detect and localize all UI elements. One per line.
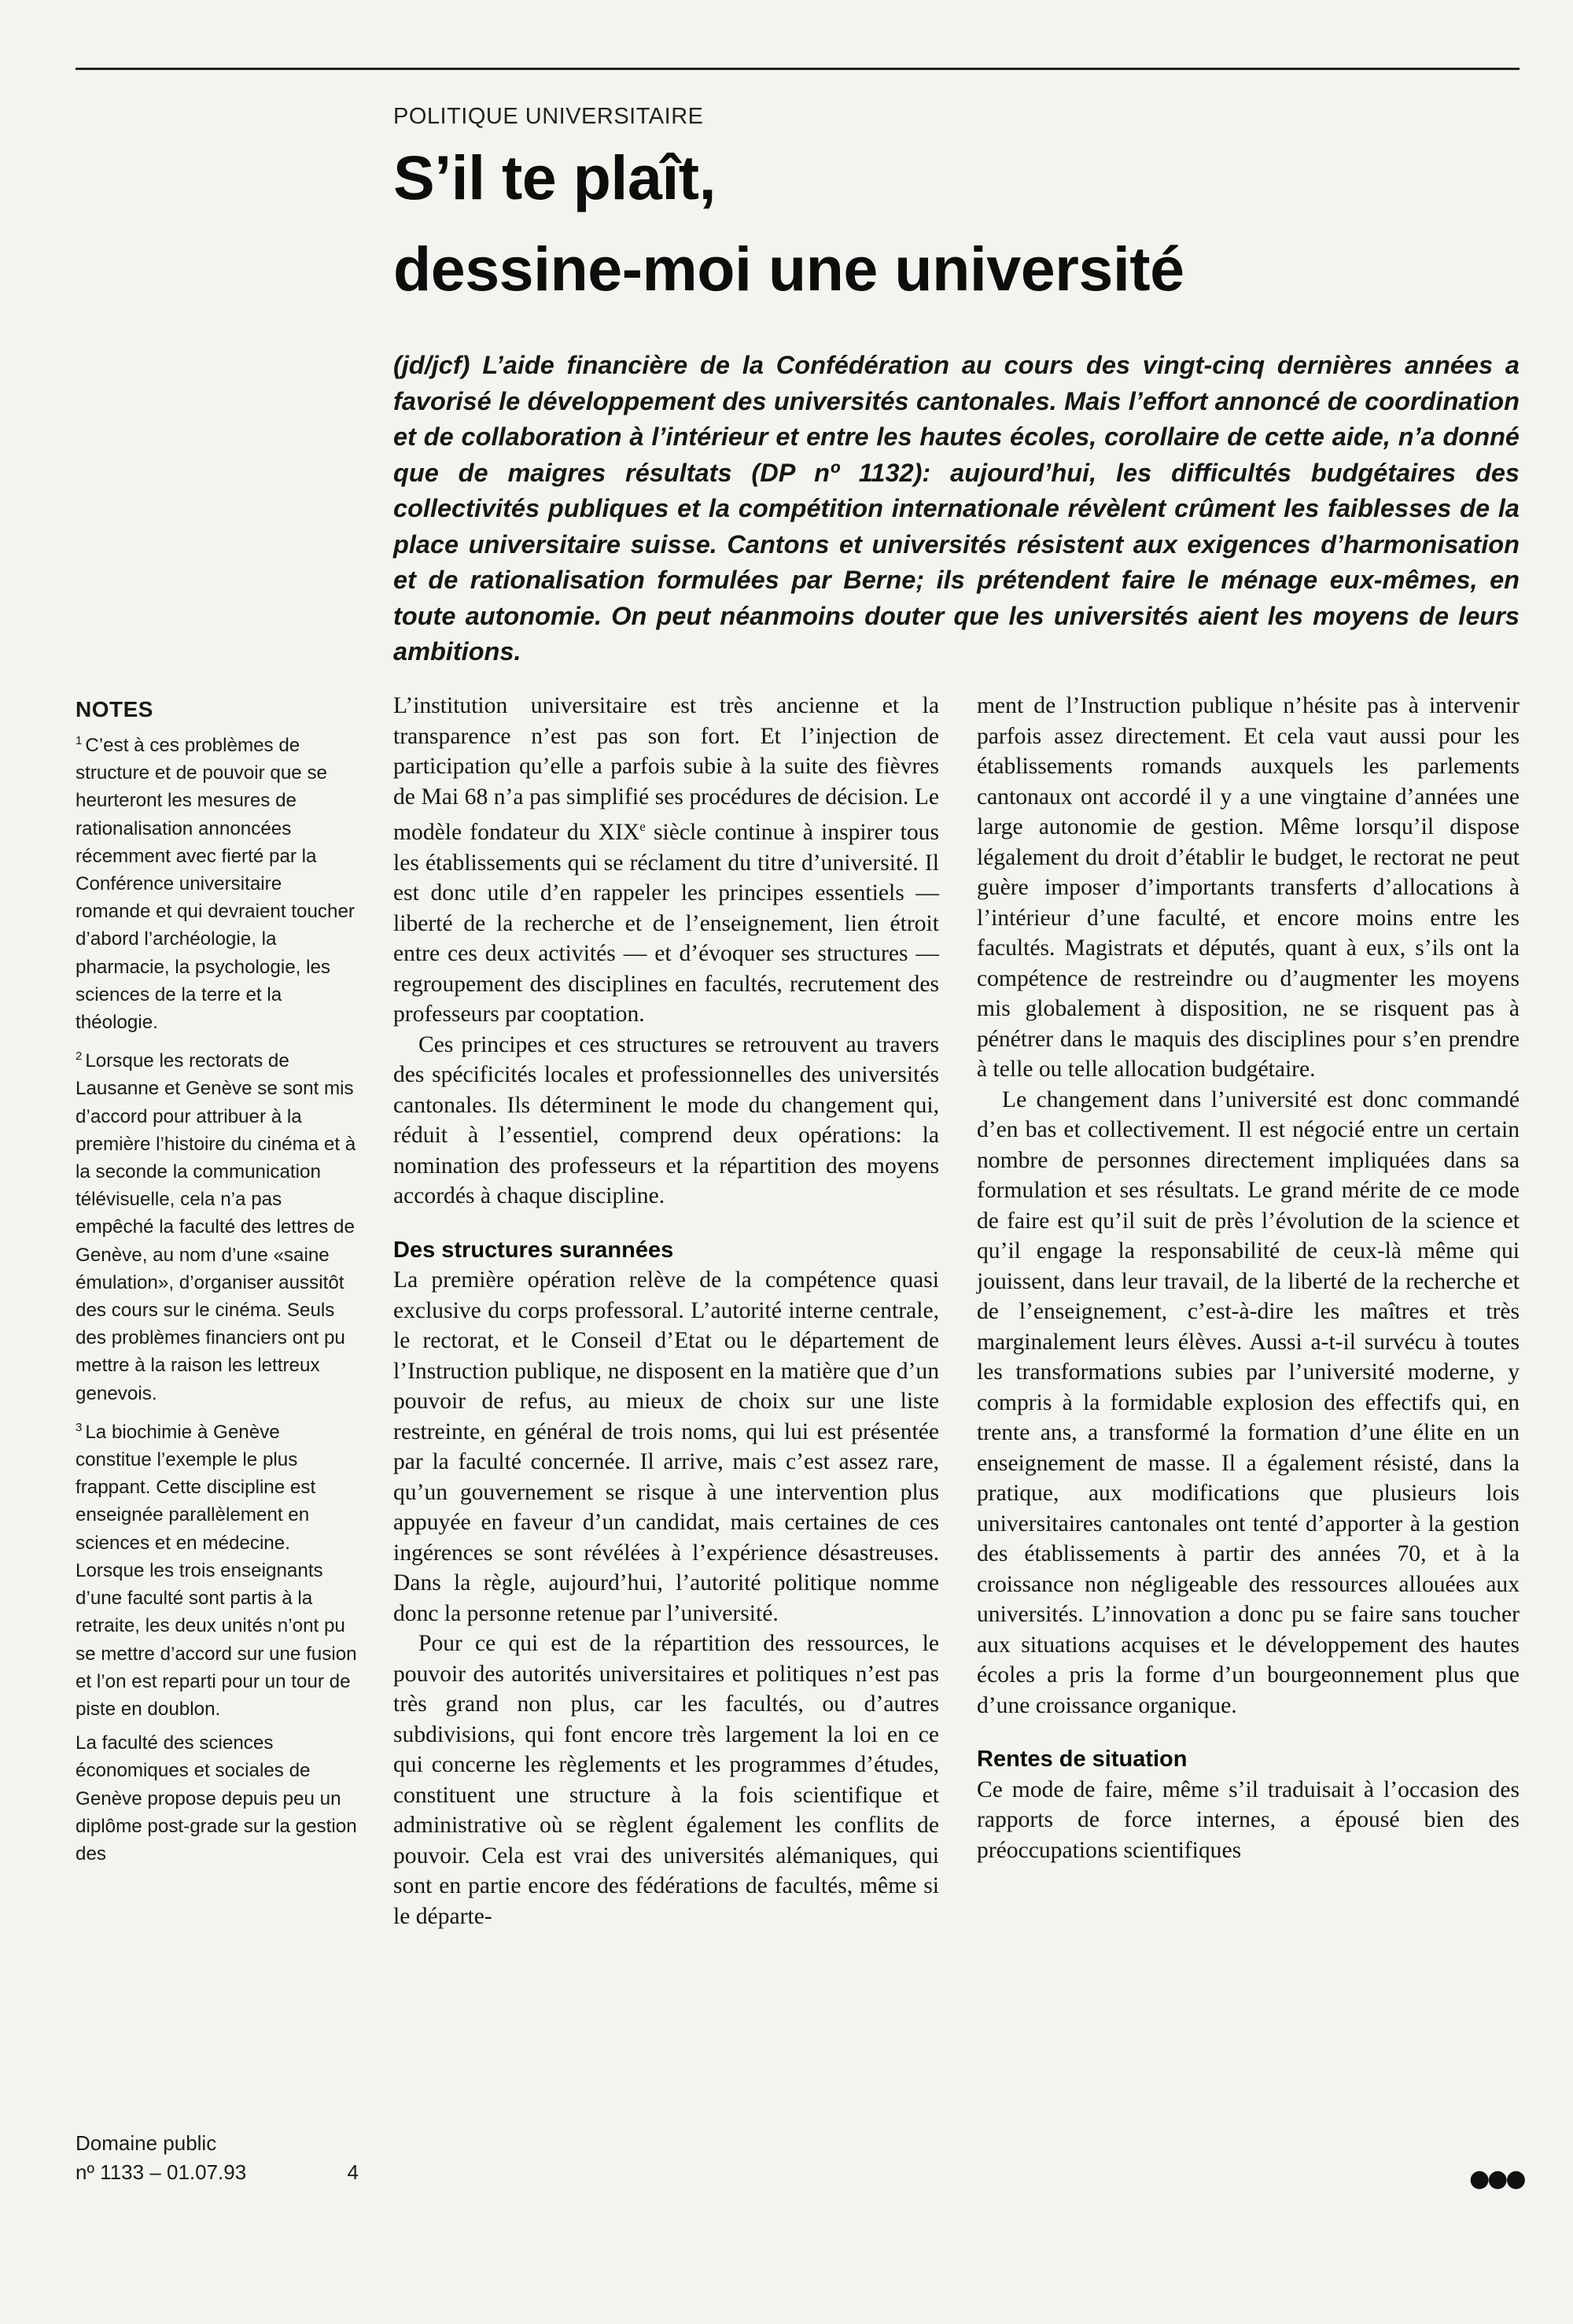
top-rule [76,68,1520,70]
note-item [76,1042,359,1407]
continuation-mark: ●●● [1469,2165,1524,2193]
note-text: La faculté des sciences économiques et sociales de Genève propose depuis peu un diplôme post-grade sur la gestion des [76,1732,357,1865]
issue-line [76,2158,359,2187]
title-line-1: S’il te plaît, [393,142,717,212]
note-item [76,727,359,1036]
body-paragraph: Ce mode de faire, même s’il traduisait à l’occasion des rapports de force internes, a épousé bien des préoccupations scientifiques [977,1776,1520,1863]
body-paragraph: Le changement dans l’université est donc commandé d’en bas et collectivement. Il est négocié entre un certain nombre de personnes directement impliquées dans sa formulation et ses résultats. Le grand mérite de ce mode de faire est qu’il suit de près l’évolution de la science et qu’il engage la responsabilité de ceux-là même qui jouissent, dans leur travail, de la liberté de la recherche et de l’enseignement, c’est-à-dire les maîtres et très marginalement leurs élèves. Aussi a-t-il survécu à toutes les transformations subies par l’université moderne, y compris à la formidable explosion des effectifs qui, en trente ans, a transformé la formation d’une élite en un enseignement de masse. Il a également résisté, dans la pratique, aux modifications que plusieurs lois universitaires cantonales ont tenté d’apporter à la gestion des établissements à partir des années 70, et à la croissance non négligeable des ressources allouées aux universités. L’innovation a donc pu se faire sans toucher aux situations acquises et le développement des hautes écoles a pris la forme d’un bourgeonnement plus que d’une croissance organique. [977,1086,1520,1718]
body-paragraph: Pour ce qui est de la répartition des ressources, le pouvoir des autorités universitaires et politiques n’est pas très grand non plus, car les facultés, ou d’autres subdivisions, qui font encore très largement la loi en ce qui concerne les règlements et les programmes d’études, constituent une structure à la fois scientifique et administrative où se règlent également les conflits de pouvoir. Cela est vrai des universités alémaniques, qui sont en partie encore des fédérations de facultés, même si le départe- [393,1631,939,1929]
article-lead: (jd/jcf) L’aide financière de la Confédération au cours des vingt-cinq dernières années a favorisé le développement des universités cantonales. Mais l’effort annoncé de coordination et de collaboration à l’intérieur et entre les hautes écoles, corollaire de cette aide, n’a donné que de maigres résultats (DP nº 1132): aujourd’hui, les difficultés budgétaires des collectivités publiques et la compétition internationale révèlent crûment les faiblesses de la place universitaire suisse. Cantons et universités résistent aux exigences d’harmonisation et de rationalisation formulées par Berne; ils prétendent faire le ménage eux-mêmes, en toute autonomie. On peut néanmoins douter que les universités aient les moyens de leurs ambitions. [393,351,1520,666]
note-number: 1 [76,734,83,747]
section-heading: Des structures surannées [393,1237,674,1263]
note-text: La biochimie à Genève constitue l’exemple le plus frappant. Cette discipline est enseignée parallèlement en sciences et en médecine. Lorsque les trois enseignants d’une faculté sont partis à la retraite, les deux unités n’ont pu se mettre d’accord sur une fusion et l’on est reparti pour un tour de piste en doublon. [76,1421,357,1720]
body-paragraph: ment de l’Instruction publique n’hésite pas à intervenir parfois assez directement. Et cela vaut aussi pour les établissements romands auxquels les parlements cantonaux ont accordé il y a une vingtaine d’années une large autonomie de gestion. Même lorsqu’il dispose légalement du droit d’établir le budget, le rectorat ne peut guère imposer d’importants transferts d’allocations à l’intérieur d’une faculté, et encore moins entre les facultés. Magistrats et députés, quant à eux, s’ils ont la compétence de restreindre ou d’augmenter les moyens mis globalement à disposition, ne se risquent pas à pénétrer dans le maquis des disciplines pour s’en prendre à telle ou telle allocation budgétaire. [977,693,1520,1082]
note-number: 3 [76,1420,83,1434]
article-column-2 [977,691,1520,1865]
note-text: C’est à ces problèmes de structure et de pouvoir que se heurteront les mesures de rationalisation annoncées récemment avec fierté par la Conférence universitaire romande et qui devraient toucher d’abord l’archéologie, la pharmacie, la psychologie, les sciences de la terre et la théologie. [76,735,355,1034]
notes-heading: NOTES [76,697,153,721]
superscript: e [639,819,646,834]
notes-sidebar [76,694,359,1874]
body-paragraph: Ces principes et ces structures se retrouvent au travers des spécificités locales et professionnelles des universités cantonales. Ils déterminent le mode du changement qui, réduit à l’essentiel, comprend deux opérations: la nomination des professeurs et la répartition des moyens accordés à chaque discipline. [393,1031,939,1208]
note-item [76,1729,359,1868]
title-line-2: dessine-moi une université [393,234,1184,304]
publication-name: Domaine public [76,2131,217,2155]
body-paragraph: La première opération relève de la compétence quasi exclusive du corps professoral. L’autorité interne centrale, le rectorat, et le Conseil d’Etat ou le département de l’Instruction publique, ne disposent en la matière que d’un pouvoir de refus, au mieux de choix sur une liste restreinte, en général de trois noms, qui lui est présentée par la faculté concernée. Il arrive, mais c’est assez rare, qu’un gouvernement se risque à une intervention plus appuyée en faveur d’un candidat, mais certaines de ces ingérences se sont révélées à l’expérience désastreuses. Dans la règle, aujourd’hui, l’autorité politique nomme donc la personne retenue par l’université. [393,1267,939,1626]
body-paragraph [393,691,939,1030]
note-number: 2 [76,1049,83,1064]
note-text: Lorsque les rectorats de Lausanne et Genève se sont mis d’accord pour attribuer à la première l’histoire du cinéma et à la seconde la communication télévisuelle, cela n’a pas empêché la faculté des lettres de Genève, au nom d’une «saine émulation», d’organiser aussitôt des cours sur le cinéma. Seuls des problèmes financiers ont pu mettre à la raison les lettreux genevois. [76,1050,356,1404]
publication-footer [76,2129,359,2187]
section-heading: Rentes de situation [977,1747,1188,1772]
article-title [393,132,1184,315]
page-number: 4 [347,2160,359,2184]
issue-number: nº 1133 – 01.07.93 [76,2160,247,2184]
article-column-1 [393,691,939,1931]
section-kicker: POLITIQUE UNIVERSITAIRE [393,104,704,129]
body-text: siècle continue à inspirer tous les établissements qui se réclament du titre d’université. Il est donc utile d’en rappeler les principes essentiels — liberté de la recherche et de l’enseignement, lien étroit entre ces deux activités — et d’évoquer ses structures — regroupement des disciplines en facultés, recrutement des professeurs par cooptation. [393,820,939,1027]
note-item [76,1414,359,1723]
body-text: L’institution universitaire est très ancienne et la transparence n’est pas son fort. Et l’injection de participation qu’elle a parfois subie à la suite des fièvres de Mai 68 n’a pas simplifié ses procédures de décision. Le modèle fondateur du XIX [393,693,939,845]
